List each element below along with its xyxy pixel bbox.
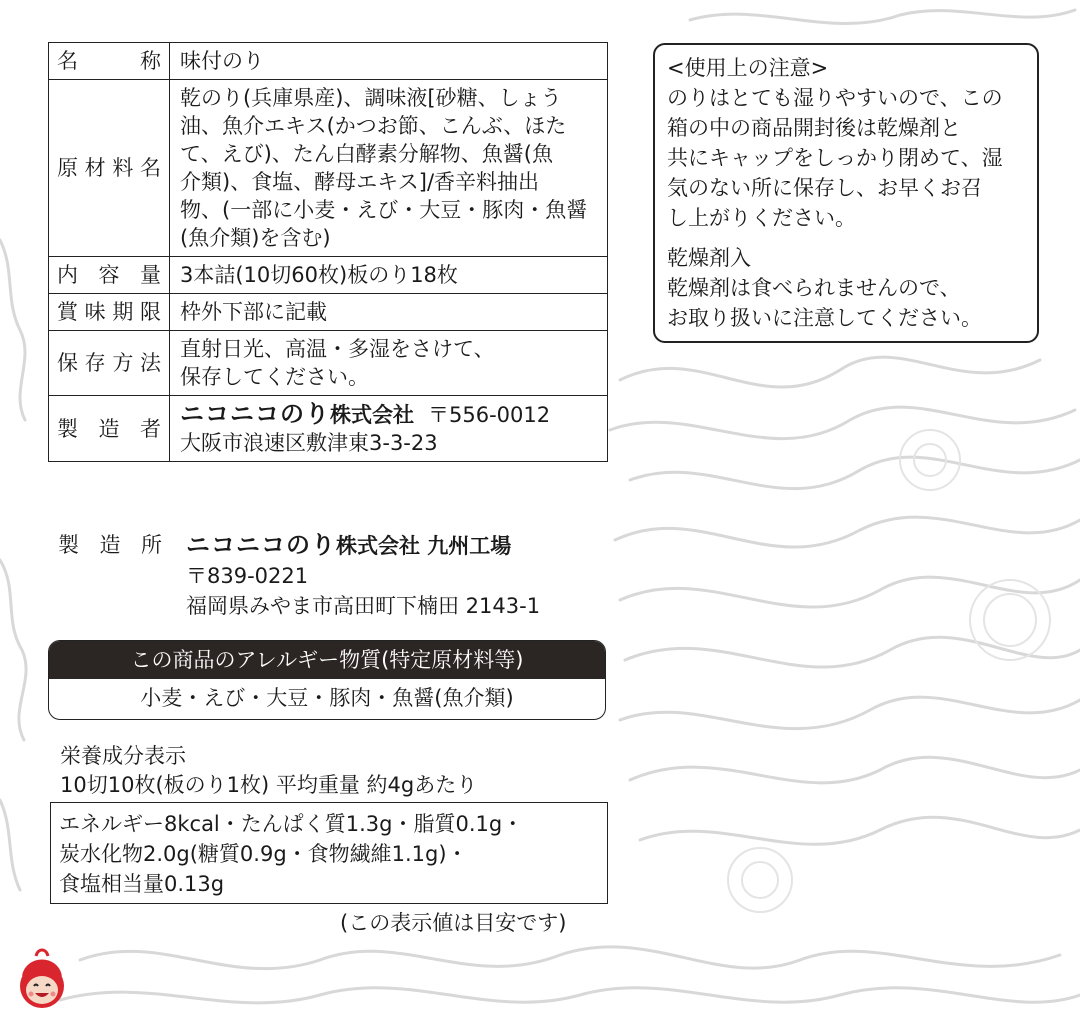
name-label: 名称 bbox=[49, 43, 170, 80]
name-value: 味付のり bbox=[170, 43, 608, 80]
caution-box bbox=[653, 43, 1039, 343]
table-row-content bbox=[49, 257, 608, 294]
best-before-value: 枠外下部に記載 bbox=[170, 294, 608, 331]
table-row-storage bbox=[49, 331, 608, 396]
ingredients-line: 油、魚介エキス(かつお節、こんぶ、ほた bbox=[180, 114, 567, 138]
nutrition-line: 食塩相当量0.13g bbox=[59, 872, 225, 896]
nutrition-note: (この表示値は目安です) bbox=[340, 911, 567, 935]
storage-label: 保存方法 bbox=[49, 331, 170, 396]
manufacturer-brand: ニコニコのり bbox=[180, 400, 330, 428]
table-row-best-before bbox=[49, 294, 608, 331]
storage-line: 直射日光、高温・多湿をさけて、 bbox=[180, 337, 495, 361]
nutrition-line: 炭水化物2.0g(糖質0.9g・食物繊維1.1g)・ bbox=[59, 842, 468, 866]
ingredients-label: 原材料名 bbox=[49, 80, 170, 257]
manufacturer-address: 大阪市浪速区敷津東3-3-23 bbox=[180, 431, 438, 455]
ingredients-line: て、えび)、たん白酵素分解物、魚醤(魚 bbox=[180, 142, 553, 166]
nikoniko-mascot-icon bbox=[14, 946, 70, 1016]
ingredients-line: 介類)、食塩、酵母エキス]/香辛料抽出 bbox=[180, 170, 540, 194]
allergen-items: 小麦・えび・大豆・豚肉・魚醤(魚介類) bbox=[140, 686, 514, 710]
nutrition-line: エネルギー8kcal・たんぱく質1.3g・脂質0.1g・ bbox=[59, 812, 524, 836]
factory-postal: 〒839-0221 bbox=[186, 564, 309, 588]
ingredients-value bbox=[170, 80, 608, 257]
storage-value bbox=[170, 331, 608, 396]
caution-title: <使用上の注意> bbox=[667, 56, 829, 80]
ingredients-line: 物、(一部に小麦・えび・大豆・豚肉・魚醤 bbox=[180, 198, 588, 222]
nutrition-basis: 10切10枚(板のり1枚) 平均重量 約4gあたり bbox=[60, 773, 478, 797]
content-value: 3本詰(10切60枚)板のり18枚 bbox=[170, 257, 608, 294]
allergen-title: この商品のアレルギー物質(特定原材料等) bbox=[49, 641, 605, 679]
factory-address: 福岡県みやま市高田町下楠田 2143-1 bbox=[186, 594, 541, 618]
manufacturer-label: 製造者 bbox=[49, 396, 170, 462]
caution-line: し上がりください。 bbox=[667, 206, 856, 230]
ingredients-line: 乾のり(兵庫県産)、調味液[砂糖、しょう bbox=[180, 86, 562, 110]
desiccant-line: 乾燥剤は食べられませんので、 bbox=[667, 276, 961, 300]
manufacturer-company: 株式会社 bbox=[330, 403, 414, 427]
nutrition-box bbox=[50, 802, 608, 904]
content-label: 内容量 bbox=[49, 257, 170, 294]
factory-brand: ニコニコのり bbox=[186, 531, 336, 559]
factory-company: 株式会社 九州工場 bbox=[336, 534, 512, 558]
manufacturer-postal: 〒556-0012 bbox=[428, 403, 551, 427]
caution-line: 共にキャップをしっかり閉めて、湿 bbox=[667, 146, 1003, 170]
manufacturer-value bbox=[170, 396, 608, 462]
storage-line: 保存してください。 bbox=[180, 365, 369, 389]
table-row-ingredients bbox=[49, 80, 608, 257]
desiccant-line: お取り扱いに注意してください。 bbox=[667, 306, 982, 330]
factory-info bbox=[186, 530, 540, 621]
ingredients-line: (魚介類)を含む) bbox=[180, 226, 331, 250]
nutrition-title: 栄養成分表示 bbox=[60, 744, 186, 768]
table-row-manufacturer bbox=[49, 396, 608, 462]
desiccant-title: 乾燥剤入 bbox=[667, 246, 751, 270]
factory-label: 製造所 bbox=[58, 533, 162, 557]
caution-line: 箱の中の商品開封後は乾燥剤と bbox=[667, 116, 961, 140]
best-before-label: 賞味期限 bbox=[49, 294, 170, 331]
product-info-table bbox=[48, 42, 608, 462]
caution-line: のりはとても湿りやすいので、この bbox=[667, 86, 1003, 110]
caution-line: 気のない所に保存し、お早くお召 bbox=[667, 176, 982, 200]
allergen-box bbox=[48, 640, 606, 720]
table-row-name bbox=[49, 43, 608, 80]
